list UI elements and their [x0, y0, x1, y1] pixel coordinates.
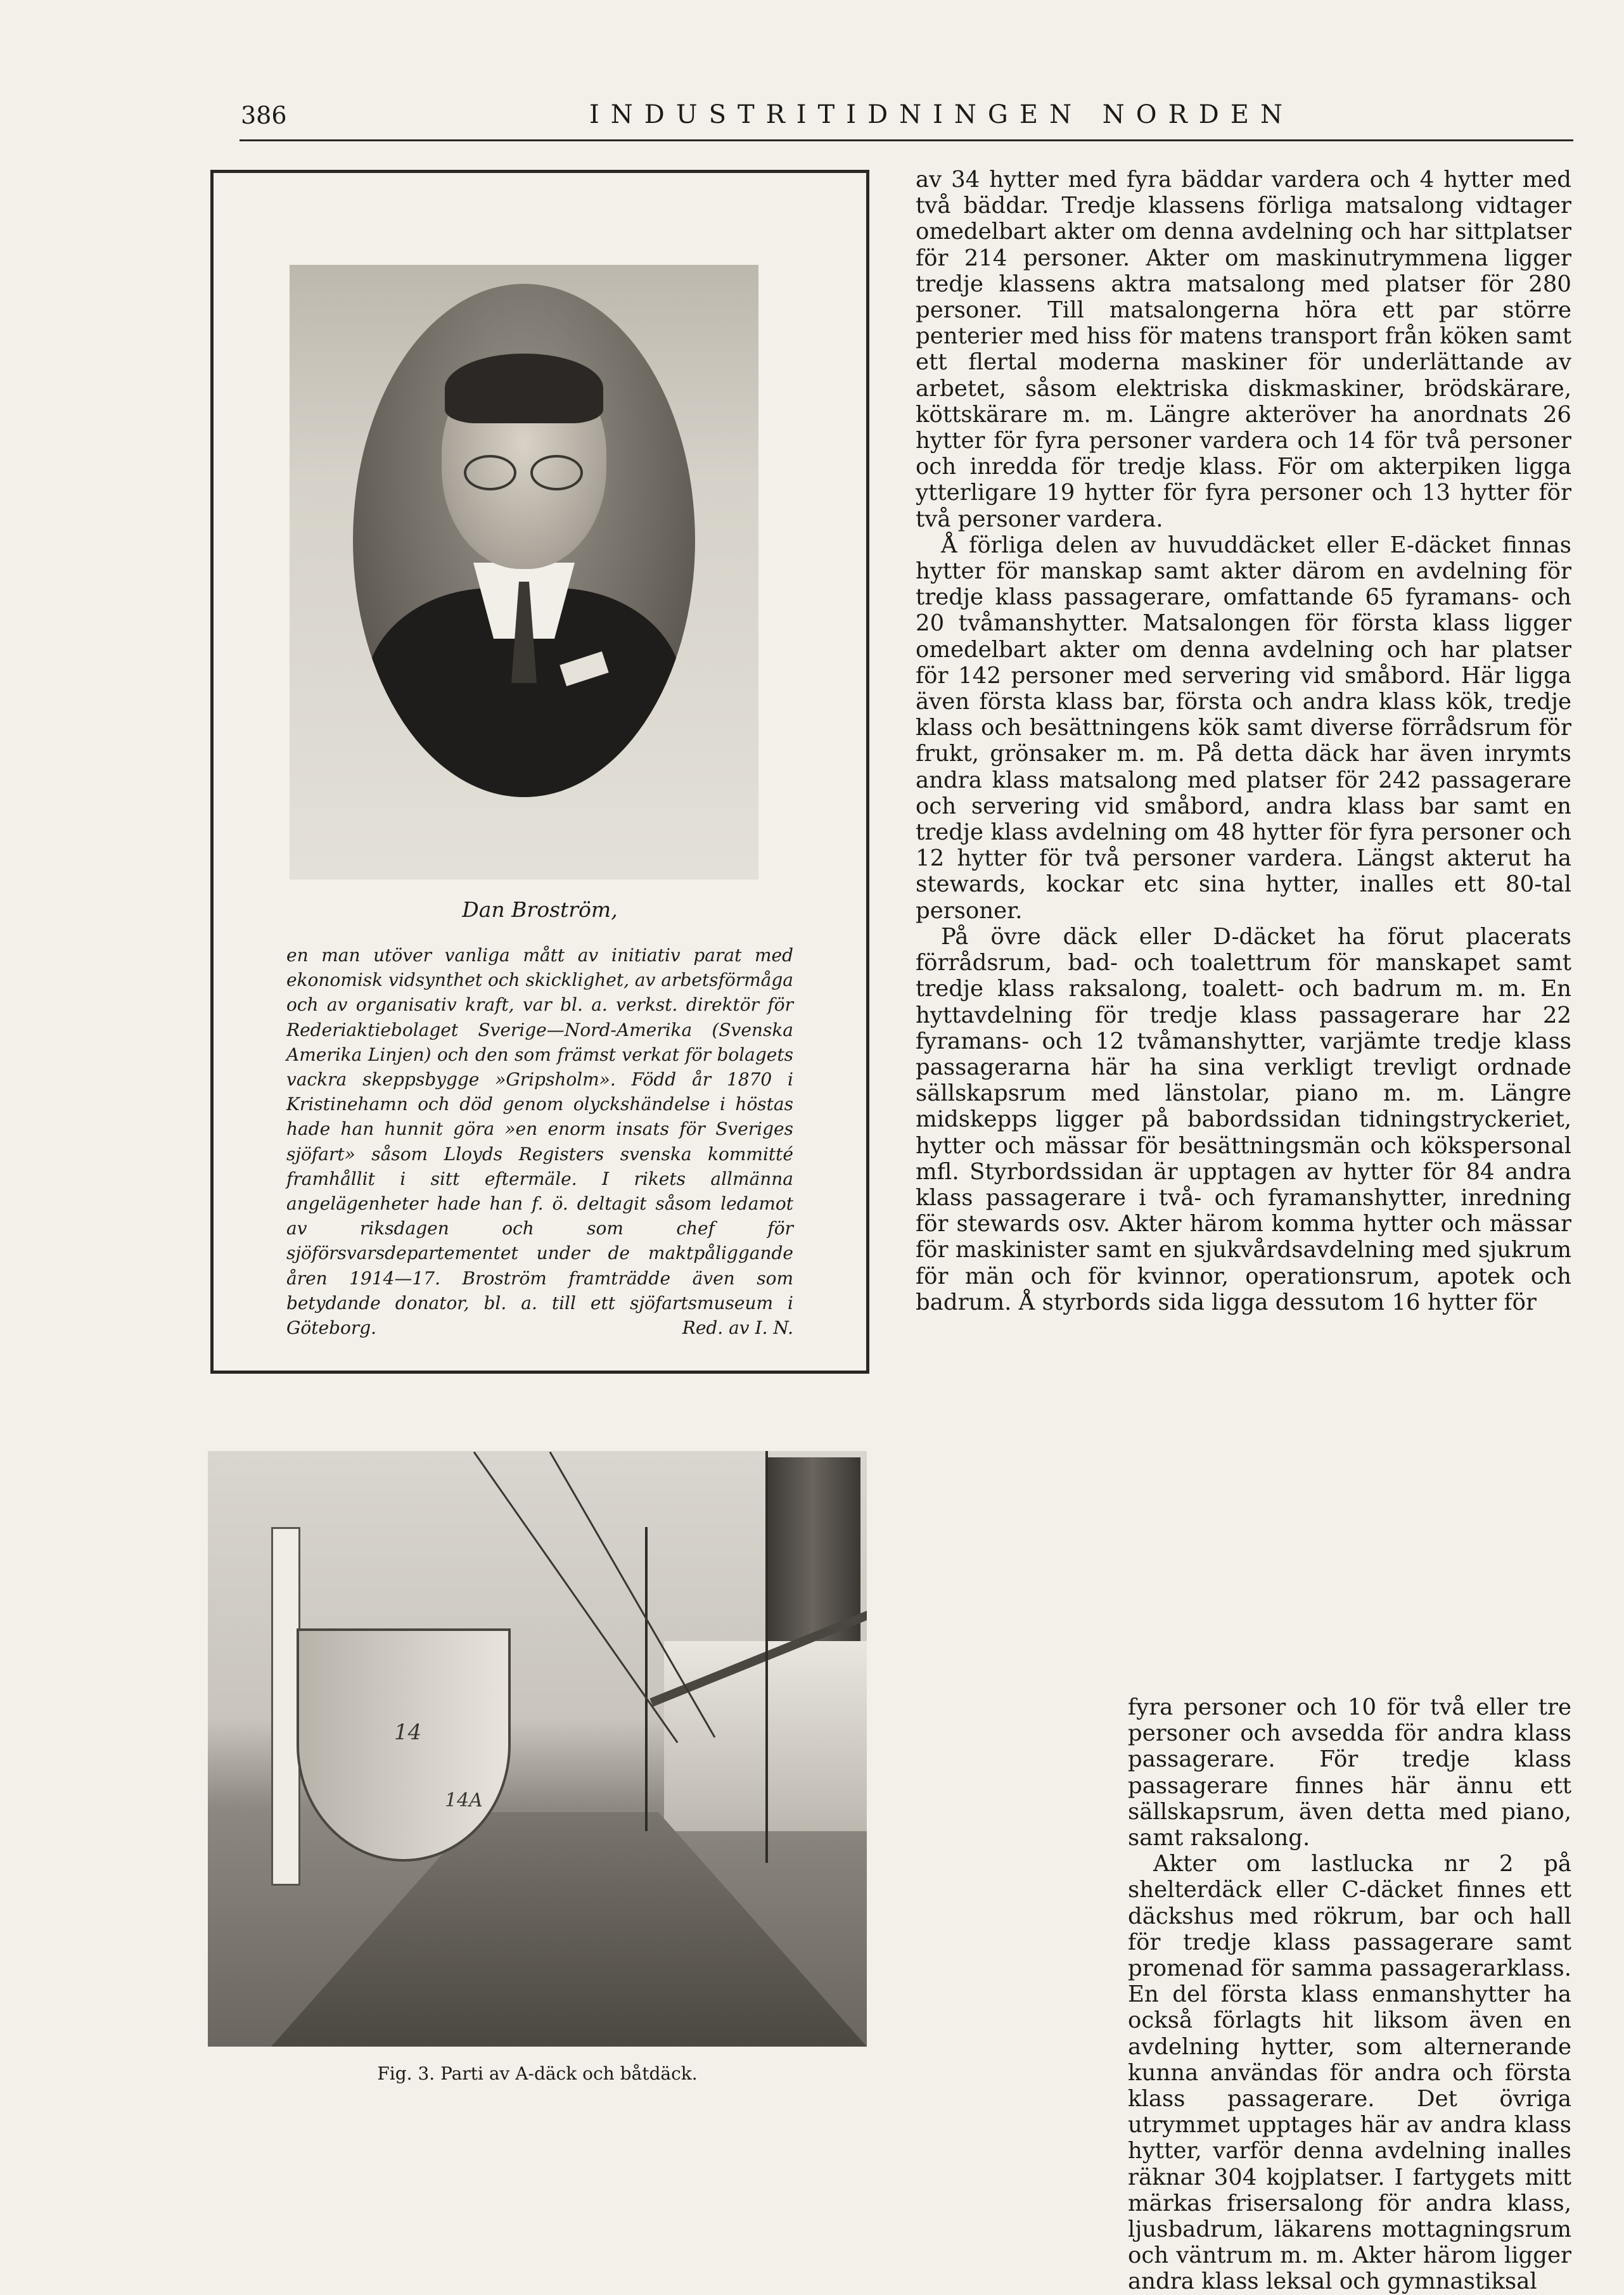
portrait-hair [445, 354, 603, 423]
portrait-name: Dan Broström, [462, 897, 618, 922]
article-paragraph: Å förliga delen av huvuddäcket eller E-däcket finnas hytter för manskap samt akter därom en avdelning för tredje klass passagerare, omfattande 65 fyramans- och 20 tvåmanshytter. Matsalongen för första klass ligger omedelbart akter om denna avdelning och har platser för 142 personer med servering vid småbord. Här ligga även första klass bar, första och andra klass kök, tredje klass och besättningens kök samt diverse förrådsrum för frukt, grönsaker m. m. På detta däck har även inrymts andra klass matsalong med platser för 242 passagerare och servering vid småbord, andra klass bar samt en tredje klass avdelning om 48 hytter för fyra personer och 12 hytter för två personer vardera. Längst akterut ha stewards, kockar etc sina hytter, inalles ett 80-tal personer. [916, 532, 1571, 924]
header-rule [240, 139, 1573, 141]
photo-lifeboat [297, 1628, 511, 1862]
lifeboat-number-secondary: 14A [445, 1789, 483, 1812]
article-paragraph: På övre däck eller D-däcket ha förut placerats förrådsrum, bad- och toalettrum för manskapet samt tredje klass raksalong, toalett- och badrum m. m. En hyttavdelning för tredje klass passagerare har 22 fyramans- och 12 tvåmanshytter, varjämte tredje klass passagerarna här ha sina verkligt trevligt ordnade sällskapsrum med länstolar, piano m. m. Längre midskepps ligger på babordssidan tidningstryckeriet, hytter och mässar för besättningsmän och kökspersonal mfl. Styrbordssidan är upptagen av hytter för 84 andra klass passagerare i två- och fyramanshytter, inredning för stewards osv. Akter härom komma hytter och mässar för maskinister samt en sjukvårdsavdelning med sjukrum för män och för kvinnor, operationsrum, apotek och badrum. Å styrbords sida ligga dessutom 16 hytter för [916, 923, 1571, 1315]
portrait-caption-body: en man utöver vanliga mått av initiativ parat med ekonomisk vidsynthet och skicklighet, av arbetsförmåga och av organisativ kraft, var bl. a. verkst. direktör för Rederiaktiebolaget Sverige—Nord-Amerika (Svenska Amerika Linjen) och den som främst verkat för bolagets vackra skeppsbygge »Gripsholm». Född år 1870 i Kristinehamn och död genom olyckshändelse i höstas hade han hunnit göra »en enorm insats för Sveriges sjöfart» såsom Lloyds Registers svenska kommitté framhållit i sitt eftermäle. I rikets allmänna angelägenheter hade han f. ö. deltagit såsom ledamot av riksdagen och som chef för sjöförsvarsdepartementet under de maktpåliggande åren 1914—17. Broström framträdde även som betydande donator, bl. a. till ett sjöfartsmuseum i Göteborg. [286, 945, 793, 1339]
deck-photo [208, 1451, 867, 2047]
article-main-column [916, 167, 1571, 1315]
portrait-caption [286, 943, 793, 1340]
article-paragraph: av 34 hytter med fyra bäddar vardera och 4 hytter med två bäddar. Tredje klassens förliga matsalong vidtager omedelbart akter om denna avdelning och har sittplatser för 214 personer. Akter om maskinutrymmena ligger tredje klassens aktra matsalong med platser för 280 personer. Till matsalongerna höra ett par större penterier med hiss för matens transport från köken samt ett flertal moderna maskiner för underlättande av arbetet, såsom elektriska diskmaskiner, brödskärare, köttskärare m. m. Längre akteröver ha anordnats 26 hytter för fyra personer vardera och 14 för två personer och inredda för tredje klass. För om akterpiken ligga ytterligare 19 hytter för fyra personer och 13 hytter för två personer vardera. [916, 167, 1571, 532]
article-narrow-column [1128, 1694, 1571, 2295]
figure-caption: Fig. 3. Parti av A-däck och båtdäck. [377, 2063, 698, 2084]
portrait-oval [353, 284, 695, 797]
article-paragraph: fyra personer och 10 för två eller tre personer och avsedda för andra klass passagerare. För tredje klass passagerare finnes här ännu ett sällskapsrum, även detta med piano, samt raksalong. [1128, 1694, 1571, 1851]
photo-mast [765, 1451, 768, 1863]
article-paragraph: Akter om lastlucka nr 2 på shelterdäck eller C-däcket finnes ett däckshus med rökrum, bar och hall för tredje klass passagerare samt promenad för samma passagerarklass. En del första klass enmanshytter ha också förlagts hit liksom även en avdelning hytter, som alternerande kunna användas för andra och första klass passagerare. Det övriga utrymmet upptages här av andra klass hytter, varför denna avdelning inalles räknar 304 kojplatser. I fartygets mitt märkas frisersalong för andra klass, ljusbadrum, läkarens mottagningsrum och väntrum m. m. Akter härom ligger andra klass leksal och gymnastiksal [1128, 1851, 1571, 2295]
portrait-frame [210, 170, 869, 1374]
photo-funnel [765, 1457, 860, 1660]
page-number: 386 [241, 101, 287, 129]
photo-mast-secondary [645, 1527, 648, 1831]
journal-title: INDUSTRITIDNINGEN NORDEN [589, 100, 1294, 129]
lifeboat-number: 14 [394, 1720, 422, 1745]
portrait-photo [290, 265, 758, 879]
portrait-caption-signature: Red. av I. N. [682, 1317, 793, 1339]
portrait-glasses [464, 455, 584, 487]
